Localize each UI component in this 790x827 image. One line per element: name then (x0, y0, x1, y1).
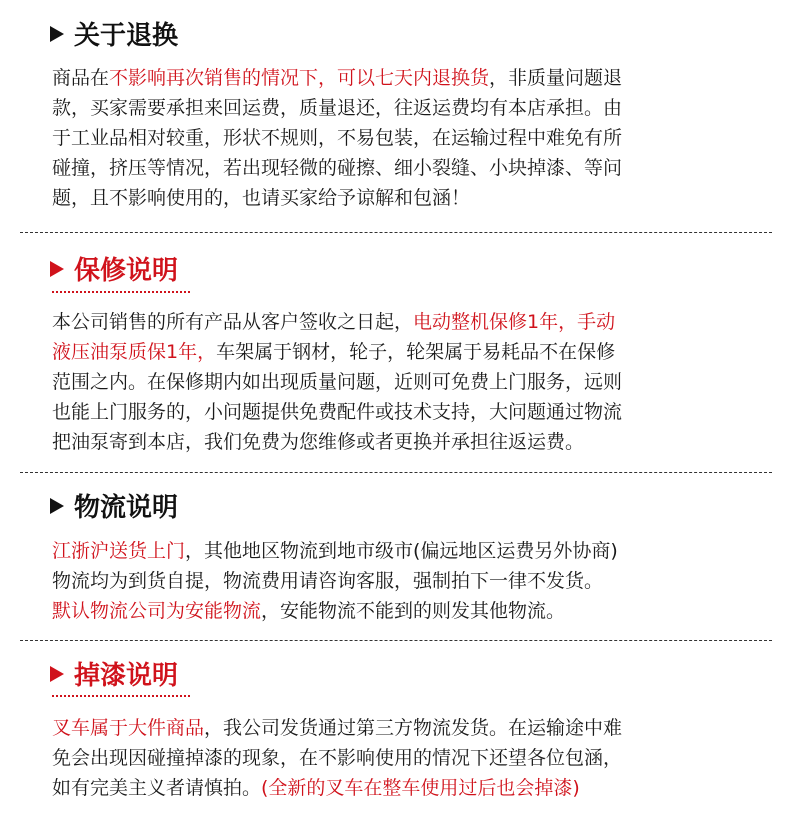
body-text: 商品在 (52, 67, 110, 89)
section-title: 物流说明 (74, 493, 179, 523)
body-text: 范围之内。在保修期内如出现质量问题，近则可免费上门服务，远则 (52, 371, 623, 393)
highlight-text: 叉车属于大件商品 (52, 717, 205, 739)
body-text: 物流均为到货自提，物流费用请咨询客服，强制拍下一律不发货。 (52, 570, 604, 592)
body-text: ，其他地区物流到地市级市(偏远地区运费另外协商) (185, 540, 618, 562)
text-line (52, 63, 752, 93)
arrow-right-icon (50, 498, 64, 514)
text-line (52, 773, 752, 803)
section-title: 关于退换 (74, 21, 179, 51)
section-title: 保修说明 (74, 256, 179, 286)
highlight-text: 不影响再次销售的情况下，可以七天内退换货 (109, 67, 490, 89)
text-line (52, 713, 752, 743)
text-line (52, 596, 752, 626)
dashed-divider (20, 640, 772, 641)
body-text: 于工业品相对较重，形状不规则，不易包装，在运输过程中难免有所 (52, 127, 623, 149)
arrow-right-icon (50, 261, 64, 277)
body-text: 免会出现因碰撞掉漆的现象，在不影响使用的情况下还望各位包涵， (52, 747, 623, 769)
text-line (52, 536, 752, 566)
text-line (52, 397, 752, 427)
highlight-text: 电动整机保修1年，手动 (413, 311, 616, 333)
highlight-text: 默认物流公司为安能物流 (52, 600, 262, 622)
text-line (52, 337, 752, 367)
highlight-text: 液压油泵质保1年， (52, 341, 217, 363)
dotted-underline (52, 695, 190, 697)
body-text: ，安能物流不能到的则发其他物流。 (261, 600, 566, 622)
body-text: 碰撞，挤压等情况，若出现轻微的碰擦、细小裂缝、小块掉漆、等问 (52, 157, 623, 179)
body-text: 也能上门服务的，小问题提供免费配件或技术支持，大问题通过物流 (52, 401, 623, 423)
text-line (52, 427, 752, 457)
body-text: 款，买家需要承担来回运费，质量退还，往返运费均有本店承担。由 (52, 97, 623, 119)
section-body (52, 63, 752, 213)
section-heading (50, 660, 178, 692)
body-text: 本公司销售的所有产品从客户签收之日起， (52, 311, 414, 333)
arrow-right-icon (50, 26, 64, 42)
section-heading (50, 492, 178, 524)
highlight-text: 江浙沪送货上门 (52, 540, 186, 562)
text-line (52, 153, 752, 183)
section-body (52, 307, 752, 457)
text-line (52, 743, 752, 773)
dotted-underline (52, 291, 190, 293)
text-line (52, 307, 752, 337)
dashed-divider (20, 232, 772, 233)
text-line (52, 123, 752, 153)
dashed-divider (20, 472, 772, 473)
text-line (52, 566, 752, 596)
body-text: ，非质量问题退 (489, 67, 623, 89)
body-text: 把油泵寄到本店，我们免费为您维修或者更换并承担往返运费。 (52, 431, 585, 453)
section-title: 掉漆说明 (74, 661, 179, 691)
section-heading (50, 20, 178, 52)
text-line (52, 183, 752, 213)
text-line (52, 367, 752, 397)
body-text: 车架属于钢材，轮子，轮架属于易耗品不在保修 (216, 341, 616, 363)
body-text: 题，且不影响使用的，也请买家给予谅解和包涵！ (52, 187, 471, 209)
highlight-text: (全新的叉车在整车使用过后也会掉漆) (261, 777, 580, 799)
arrow-right-icon (50, 666, 64, 682)
section-body (52, 713, 752, 803)
body-text: ，我公司发货通过第三方物流发货。在运输途中难 (204, 717, 623, 739)
text-line (52, 93, 752, 123)
section-body (52, 536, 752, 626)
body-text: 如有完美主义者请慎拍。 (52, 777, 262, 799)
section-heading (50, 255, 178, 287)
